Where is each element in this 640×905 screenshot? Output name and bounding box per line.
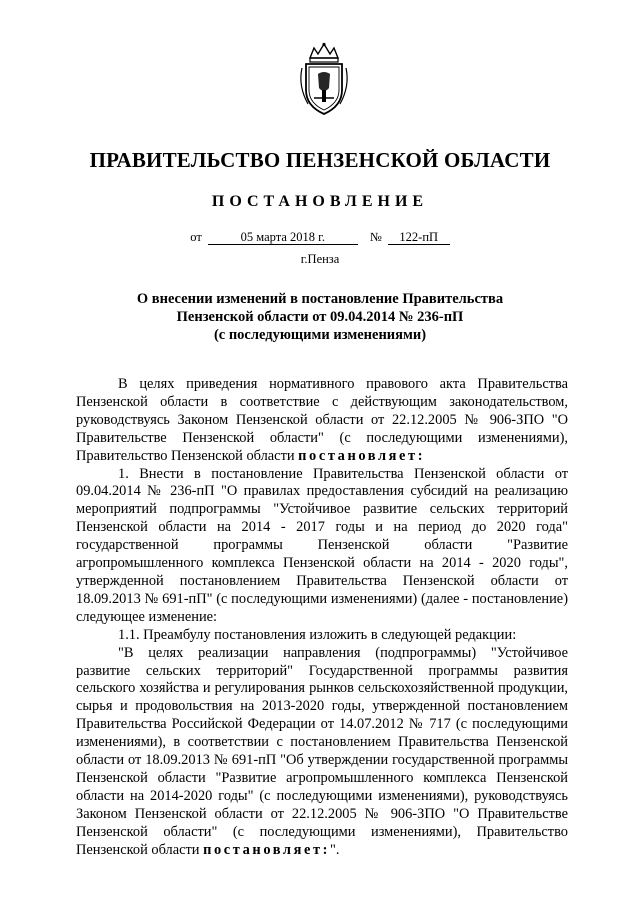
subject-line-1: О внесении изменений в постановление Правительства bbox=[136, 291, 504, 307]
city-name: г.Пенза bbox=[300, 252, 340, 266]
paragraph-text: "В целях реализации направления (подпрограммы) "Устойчивое развитие сельских территорий" Государственной программы развития сельского хозяйства и регулирования рынков сельскохозяйственной продукции, сырья и продовольствия на 2013-2020 годы, утвержденной постановлением Правительства Российской Федерации от 14.07.2012 № 717 (с последующими изменениями), в соответствии с постановлением Правительства Пензенской области от 18.09.2013 № 691-пП "Об утверждении государственной программы Пензенской области "Развитие агропромышленного комплекса Пензенской области на 2014-2020 годы" (с последующими изменениями), руководствуясь Законом Пензенской области от 22.12.2005 № 906-ЗПО "О Правительстве Пензенской области" (с последующими изменениями), Правительство Пензенской области bbox=[76, 644, 568, 858]
paragraph-item-1: 1. Внести в постановление Правительства Пензенской области от 09.04.2014 № 236-пП "О правилах предоставления субсидий на реализацию мероприятий подпрограммы "Устойчивое развитие сельских территорий Пензенской области на 2014 - 2017 годы и на период до 2020 года" государственной программы Пензенской области "Развитие агропромышленного комплекса Пензенской области на 2014 - 2020 годы", утвержденной постановлением Правительства Пензенской области от 18.09.2013 № 691-пП" (с последующими изменениями) (далее - постановление) следующее изменение: bbox=[76, 465, 568, 625]
date-number-line bbox=[0, 230, 640, 245]
date-prefix: от bbox=[190, 230, 202, 244]
government-title: ПРАВИТЕЛЬСТВО ПЕНЗЕНСКОЙ ОБЛАСТИ bbox=[89, 148, 551, 172]
paragraph-text: В целях приведения нормативного правового акта Правительства Пензенской области в соответствие с действующим законодательством, руководствуясь Законом Пензенской области от 22.12.2005 № 906-ЗПО "О Правительстве Пензенской области" (с последующими изменениями), Правительство Пензенской области bbox=[76, 376, 568, 464]
decree-body bbox=[76, 376, 568, 859]
subject-line-2: Пензенской области от 09.04.2014 № 236-пП bbox=[176, 309, 464, 325]
decree-number: 122-пП bbox=[388, 230, 450, 245]
paragraph-item-1-1: 1.1. Преамбулу постановления изложить в следующей редакции: bbox=[118, 626, 517, 643]
penza-coat-of-arms-icon bbox=[296, 42, 352, 118]
resolves-word: постановляет: bbox=[203, 841, 331, 858]
decree-subject bbox=[120, 290, 520, 344]
number-prefix: № bbox=[369, 230, 382, 244]
resolves-word: постановляет: bbox=[298, 447, 426, 464]
paragraph-preamble bbox=[76, 376, 568, 466]
paragraph-new-preamble bbox=[76, 645, 568, 860]
decree-type-title: ПОСТАНОВЛЕНИЕ bbox=[211, 193, 429, 210]
subject-line-3: (с последующими изменениями) bbox=[213, 327, 427, 343]
closing-quote: ". bbox=[330, 841, 340, 858]
decree-date: 05 марта 2018 г. bbox=[208, 230, 358, 245]
